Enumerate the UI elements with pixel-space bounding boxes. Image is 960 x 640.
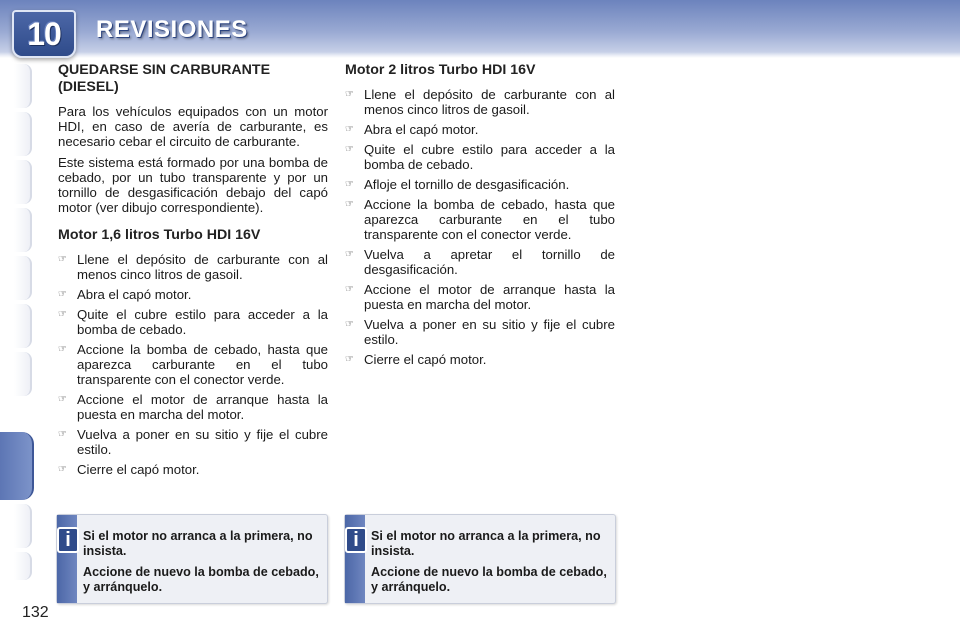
right-column xyxy=(345,62,615,372)
side-tab-5[interactable] xyxy=(14,256,32,300)
side-tab-4[interactable] xyxy=(14,208,32,252)
side-tab-9[interactable] xyxy=(14,504,32,548)
list-item xyxy=(58,342,328,387)
info-box-right xyxy=(344,514,616,604)
pointing-hand-icon: ☞ xyxy=(345,124,354,135)
pointing-hand-icon: ☞ xyxy=(345,249,354,260)
step-text: Vuelva a poner en su sitio y fije el cubre estilo. xyxy=(364,317,615,347)
subsection-title-2-0: Motor 2 litros Turbo HDI 16V xyxy=(345,62,536,78)
system-paragraph: Este sistema está formado por una bomba de cebado, por un tubo transparente y por un tornillo de desgasificación debajo del capó motor (ver dibujo correspondiente). xyxy=(58,155,328,215)
chapter-title: REVISIONES xyxy=(96,16,248,43)
list-item xyxy=(345,197,615,242)
chapter-badge xyxy=(12,10,76,58)
steps-list-2-0 xyxy=(345,87,615,367)
step-text: Accione el motor de arranque hasta la puesta en marcha del motor. xyxy=(364,282,615,312)
info-line: Si el motor no arranca a la primera, no insista. xyxy=(371,529,601,558)
step-text: Accione la bomba de cebado, hasta que aparezca carburante en el tubo transparente con el conector verde. xyxy=(77,342,328,387)
list-item xyxy=(58,392,328,422)
info-line: Accione de nuevo la bomba de cebado, y arránquelo. xyxy=(83,565,319,594)
side-tab-1[interactable] xyxy=(14,64,32,108)
list-item xyxy=(58,462,328,477)
side-tab-6[interactable] xyxy=(14,304,32,348)
info-line: Accione de nuevo la bomba de cebado, y arránquelo. xyxy=(371,565,607,594)
step-text: Llene el depósito de carburante con al menos cinco litros de gasoil. xyxy=(77,252,328,282)
page-number: 132 xyxy=(22,604,49,621)
step-text: Quite el cubre estilo para acceder a la bomba de cebado. xyxy=(364,142,615,172)
list-item xyxy=(345,177,615,192)
step-text: Accione la bomba de cebado, hasta que aparezca carburante en el tubo transparente con el conector verde. xyxy=(364,197,615,242)
step-text: Abra el capó motor. xyxy=(77,287,192,302)
info-icon: i xyxy=(345,527,367,553)
step-text: Accione el motor de arranque hasta la puesta en marcha del motor. xyxy=(77,392,328,422)
pointing-hand-icon: ☞ xyxy=(345,144,354,155)
left-column xyxy=(58,62,328,482)
step-text: Llene el depósito de carburante con al menos cinco litros de gasoil. xyxy=(364,87,615,117)
step-text: Abra el capó motor. xyxy=(364,122,479,137)
info-content xyxy=(371,529,609,601)
list-item xyxy=(345,317,615,347)
list-item xyxy=(345,282,615,312)
list-item xyxy=(58,252,328,282)
pointing-hand-icon: ☞ xyxy=(345,179,354,190)
info-box-left xyxy=(56,514,328,604)
pointing-hand-icon: ☞ xyxy=(58,344,67,355)
list-item xyxy=(58,287,328,302)
steps-list-1-6 xyxy=(58,252,328,477)
side-tab-7[interactable] xyxy=(14,352,32,396)
list-item xyxy=(345,87,615,117)
list-item xyxy=(345,142,615,172)
pointing-hand-icon: ☞ xyxy=(345,199,354,210)
pointing-hand-icon: ☞ xyxy=(345,89,354,100)
step-text: Quite el cubre estilo para acceder a la bomba de cebado. xyxy=(77,307,328,337)
pointing-hand-icon: ☞ xyxy=(58,429,67,440)
side-tab-strip xyxy=(0,64,34,584)
pointing-hand-icon: ☞ xyxy=(58,309,67,320)
side-tab-2[interactable] xyxy=(14,112,32,156)
info-line: Si el motor no arranca a la primera, no insista. xyxy=(83,529,313,558)
pointing-hand-icon: ☞ xyxy=(345,354,354,365)
list-item xyxy=(58,427,328,457)
subsection-title-1-6: Motor 1,6 litros Turbo HDI 16V xyxy=(58,227,261,243)
chapter-number: 10 xyxy=(27,15,61,52)
side-tab-10[interactable] xyxy=(14,552,32,580)
pointing-hand-icon: ☞ xyxy=(58,464,67,475)
step-text: Cierre el capó motor. xyxy=(364,352,487,367)
pointing-hand-icon: ☞ xyxy=(345,319,354,330)
list-item xyxy=(345,122,615,137)
list-item xyxy=(345,352,615,367)
side-tab-3[interactable] xyxy=(14,160,32,204)
list-item xyxy=(345,247,615,277)
side-tab-active[interactable] xyxy=(0,432,34,500)
list-item xyxy=(58,307,328,337)
intro-paragraph: Para los vehículos equipados con un motor HDI, en caso de avería de carburante, es necesario cebar el circuito de carburante. xyxy=(58,104,328,149)
pointing-hand-icon: ☞ xyxy=(345,284,354,295)
step-text: Cierre el capó motor. xyxy=(77,462,200,477)
pointing-hand-icon: ☞ xyxy=(58,254,67,265)
step-text: Vuelva a poner en su sitio y fije el cubre estilo. xyxy=(77,427,328,457)
step-text: Vuelva a apretar el tornillo de desgasificación. xyxy=(364,247,615,277)
section-title-diesel: QUEDARSE SIN CARBURANTE (DIESEL) xyxy=(58,62,271,95)
pointing-hand-icon: ☞ xyxy=(58,394,67,405)
info-content xyxy=(83,529,321,601)
info-icon: i xyxy=(57,527,79,553)
pointing-hand-icon: ☞ xyxy=(58,289,67,300)
step-text: Afloje el tornillo de desgasificación. xyxy=(364,177,570,192)
